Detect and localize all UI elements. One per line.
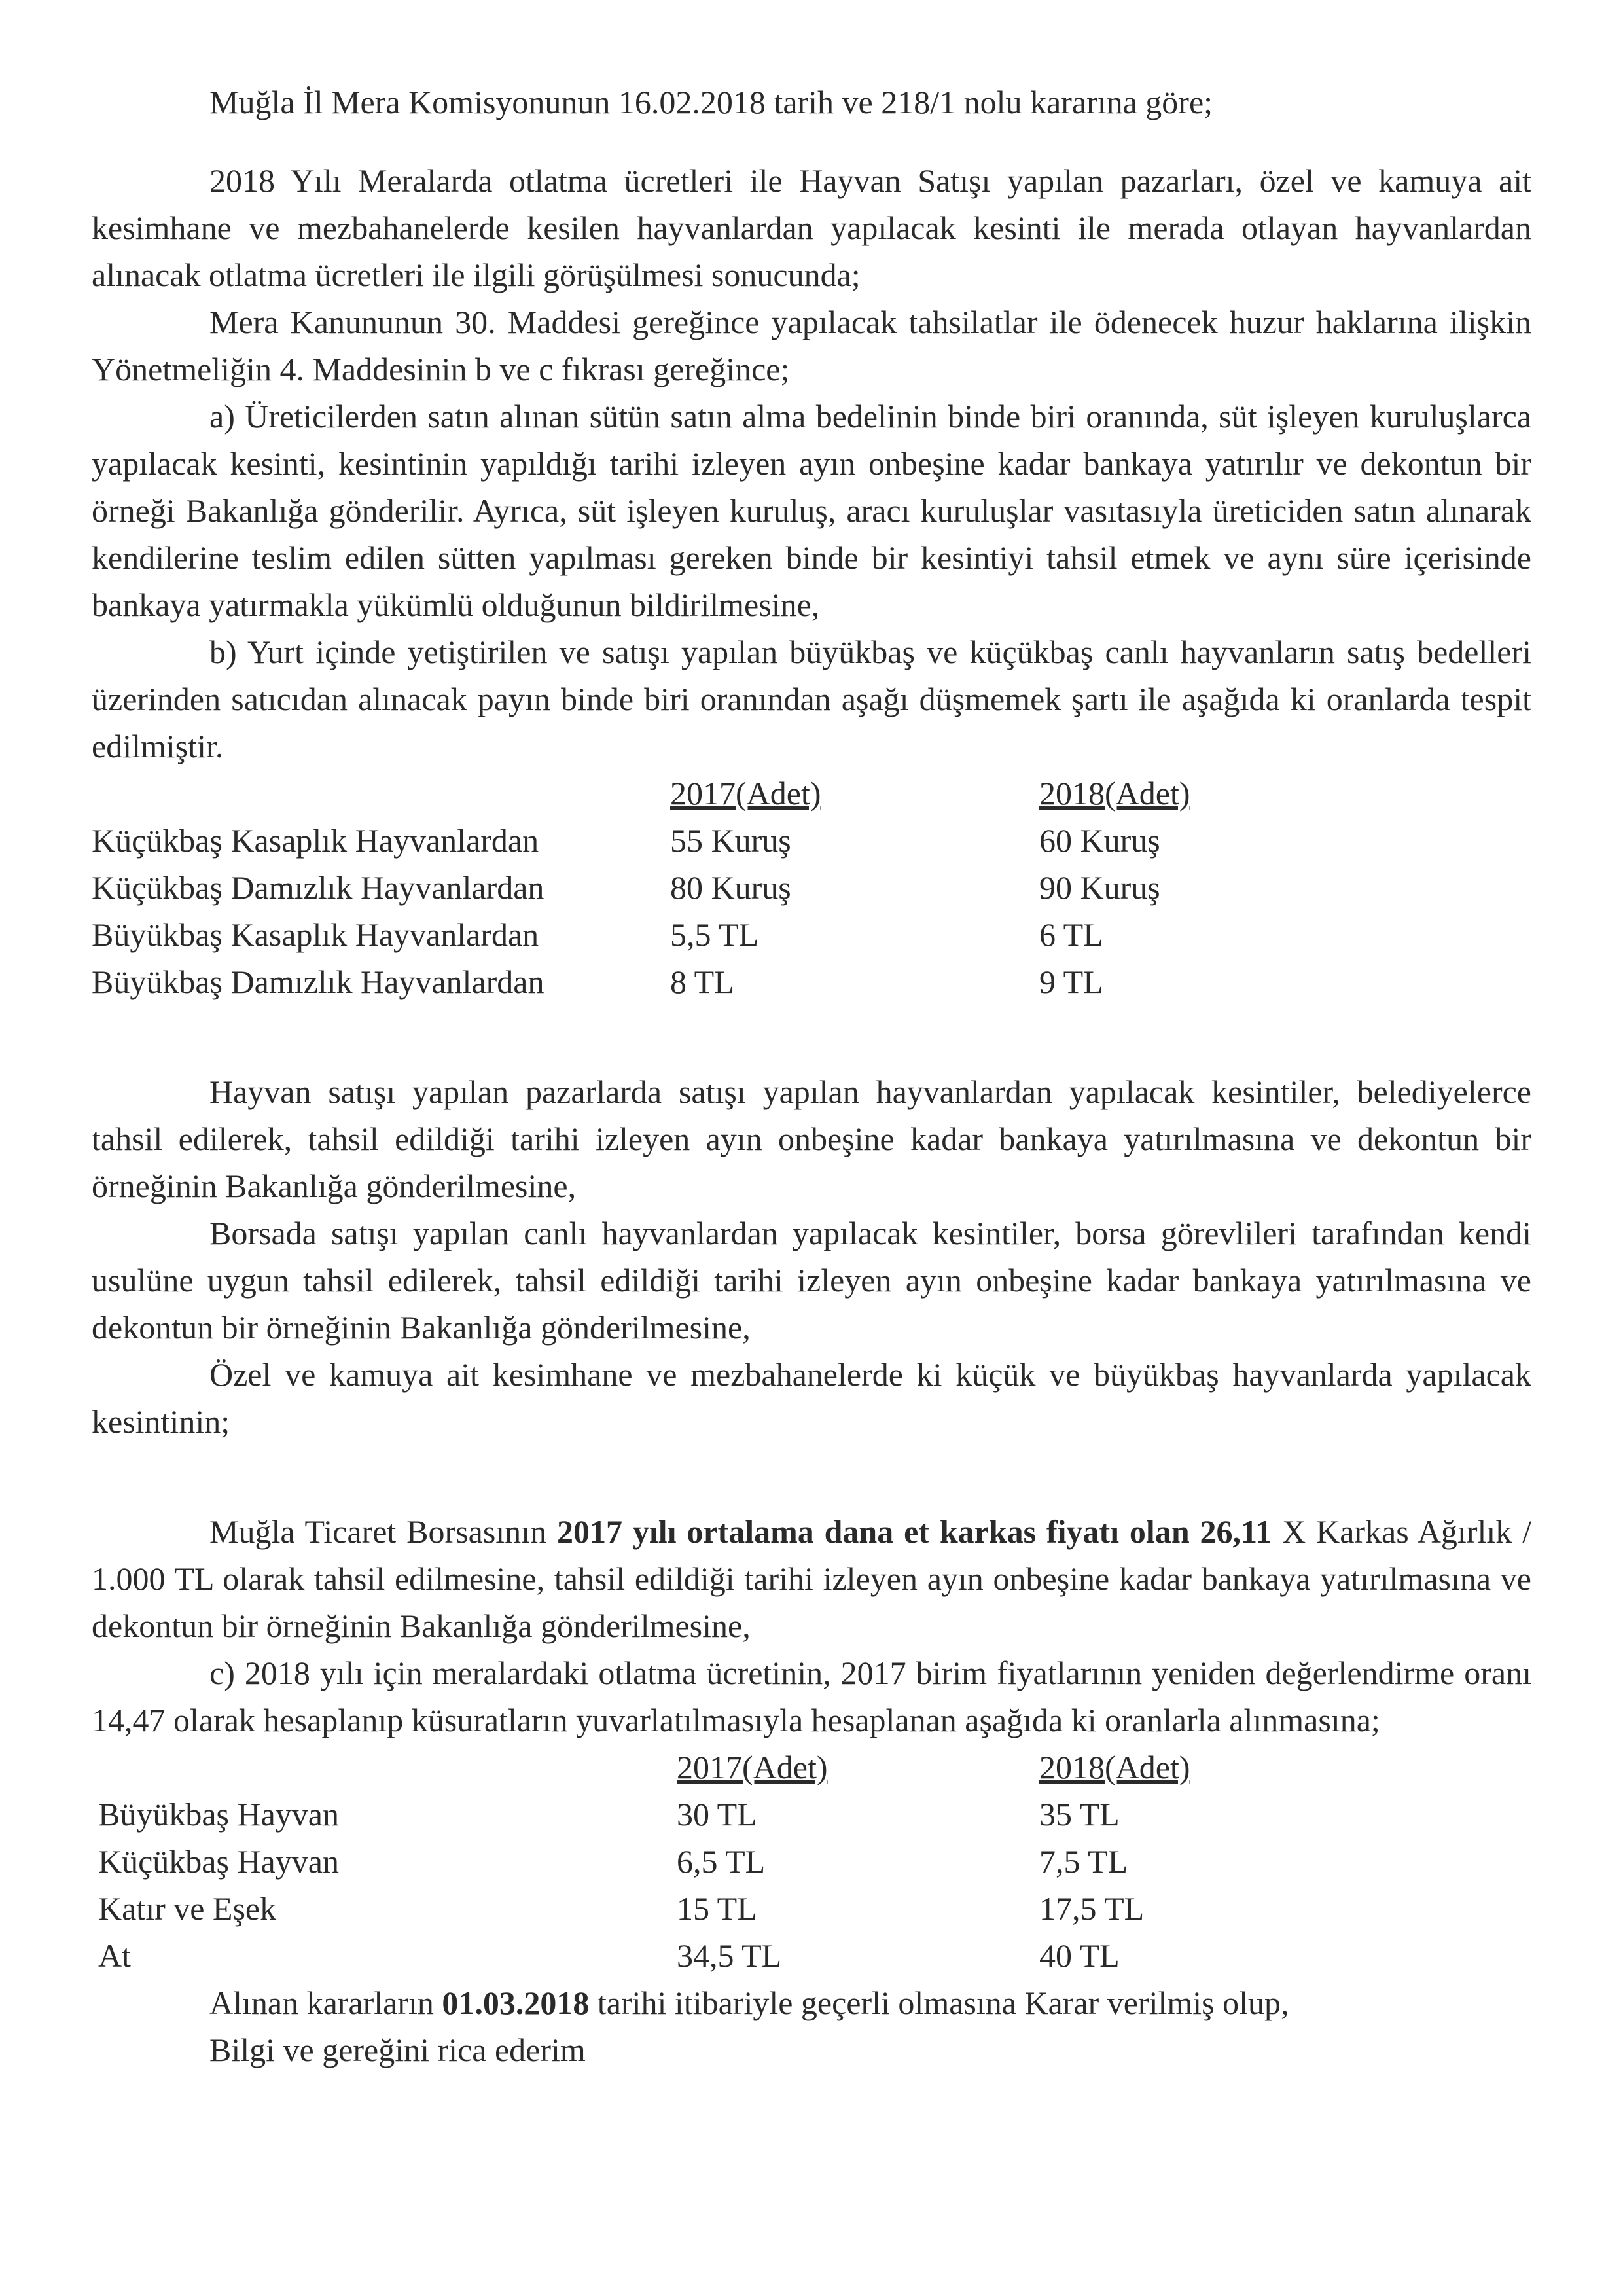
table-cell: 15 TL bbox=[677, 1890, 757, 1927]
closing-decision-line bbox=[209, 1979, 1531, 2026]
paragraph-livestock-sales: b) Yurt içinde yetiştirilen ve satışı yapılan büyükbaş ve küçükbaş canlı hayvanların satış bedelleri üzerinden satıcıdan alınacak payın binde biri oranından aşağı düşmemek şartı ile aşağıda ki oranlarda tespit edilmiştir. bbox=[92, 634, 1531, 764]
table-cell: 34,5 TL bbox=[677, 1937, 782, 1974]
grazing-fee-table bbox=[92, 1744, 1190, 1979]
table-cell: Küçükbaş Hayvan bbox=[98, 1843, 339, 1880]
table-header-row bbox=[92, 770, 1190, 817]
table-row bbox=[92, 1791, 1190, 1838]
table-row bbox=[92, 864, 1190, 911]
paragraph-exchange-deduction: Borsada satışı yapılan canlı hayvanlardan yapılacak kesintiler, borsa görevlileri tarafından kendi usulüne uygun tahsil edilerek, tahsil edildiği tarihi izleyen ayın onbeşine kadar bankaya yatırılmasına ve dekontun bir örneğinin Bakanlığa gönderilmesine, bbox=[92, 1215, 1531, 1346]
table-header-cell: 2018(Adet) bbox=[1039, 1749, 1190, 1785]
paragraph-market-deduction: Hayvan satışı yapılan pazarlarda satışı yapılan hayvanlardan yapılacak kesintiler, belediyelerce tahsil edilerek, tahsil edildiği tarihi izleyen ayın onbeşine kadar bankaya yatırılmasına ve dekontun bir örneğinin Bakanlığa gönderilmesine, bbox=[92, 1073, 1531, 1204]
table-row bbox=[92, 958, 1190, 1005]
carcass-price-bold: 2017 yılı ortalama dana et karkas fiyatı olan 26,11 bbox=[556, 1513, 1272, 1550]
table-cell: 80 Kuruş bbox=[670, 869, 791, 906]
table-row bbox=[92, 1838, 1190, 1885]
paragraph-slaughterhouse: Özel ve kamuya ait kesimhane ve mezbahanelerde ki küçük ve büyükbaş hayvanlarda yapılacak kesintinin; bbox=[92, 1356, 1531, 1440]
table-cell: Küçükbaş Kasaplık Hayvanlardan bbox=[92, 822, 539, 859]
closing-request-line: Bilgi ve gereğini rica ederim bbox=[209, 2032, 586, 2068]
table-header-cell: 2018(Adet) bbox=[1039, 775, 1190, 812]
table-cell: Katır ve Eşek bbox=[98, 1890, 277, 1927]
table-cell: 35 TL bbox=[1039, 1796, 1120, 1833]
table-cell: 7,5 TL bbox=[1039, 1843, 1128, 1880]
table-cell: 6,5 TL bbox=[677, 1843, 766, 1880]
table-row bbox=[92, 1932, 1190, 1979]
table-cell: Büyükbaş Kasaplık Hayvanlardan bbox=[92, 916, 539, 953]
paragraph-law-reference: Mera Kanununun 30. Maddesi gereğince yapılacak tahsilatlar ile ödenecek huzur haklarına ilişkin Yönetmeliğin 4. Maddesinin b ve c fıkrası gereğince; bbox=[92, 304, 1531, 387]
table-header-row bbox=[92, 1744, 1190, 1791]
table-cell: 5,5 TL bbox=[670, 916, 759, 953]
paragraph-meeting: 2018 Yılı Meralarda otlatma ücretleri ile Hayvan Satışı yapılan pazarları, özel ve kamuya ait kesimhane ve mezbahanelerde kesilen hayvanlardan yapılacak kesinti ile merada otlayan hayvanlardan alınacak otlatma ücretleri ile ilgili görüşülmesi sonucunda; bbox=[92, 162, 1531, 293]
table-row bbox=[92, 1885, 1190, 1932]
table-cell: Büyükbaş Damızlık Hayvanlardan bbox=[92, 963, 544, 1000]
paragraph-milk-deduction: a) Üreticilerden satın alınan sütün satın alma bedelinin binde biri oranında, süt işleyen kuruluşlarca yapılacak kesinti, kesintinin yapıldığı tarihi izleyen ayın onbeşine kadar bankaya yatırılır ve dekontun bir örneği Bakanlığa gönderilir. Ayrıca, süt işleyen kuruluş, aracı kuruluşlar vasıtasıyla üreticiden satın alınarak kendilerine teslim edilen sütten yapılması gereken binde bir kesintiyi tahsil etmek ve aynı süre içerisinde bankaya yatırmakla yükümlü olduğunun bildirilmesine, bbox=[92, 398, 1531, 623]
table-cell: 55 Kuruş bbox=[670, 822, 791, 859]
paragraph-carcass-price bbox=[92, 1508, 1531, 1649]
table-cell: At bbox=[98, 1937, 131, 1974]
intro-line: Muğla İl Mera Komisyonunun 16.02.2018 tarih ve 218/1 nolu kararına göre; bbox=[209, 84, 1213, 120]
table-row bbox=[92, 817, 1190, 864]
sales-deduction-table bbox=[92, 770, 1190, 1005]
effective-date-bold: 01.03.2018 bbox=[442, 1984, 590, 2021]
table-cell: 6 TL bbox=[1039, 916, 1103, 953]
table-cell: Büyükbaş Hayvan bbox=[98, 1796, 339, 1833]
table-cell: 60 Kuruş bbox=[1039, 822, 1160, 859]
table-cell: 40 TL bbox=[1039, 1937, 1120, 1974]
table-header-cell bbox=[92, 770, 670, 817]
table-row bbox=[92, 911, 1190, 958]
table-header-cell bbox=[92, 1744, 677, 1791]
carcass-text-end: X Karkas Ağırlık / 1.000 TL olarak tahsil edilmesine, tahsil edildiği tarihi izleyen ayın onbeşine kadar bankaya yatırılmasına ve dekontun bir örneğinin Bakanlığa gönderilmesine, bbox=[92, 1513, 1532, 1644]
closing-text-start: Alınan kararların bbox=[209, 1984, 442, 2021]
table-cell: 30 TL bbox=[677, 1796, 757, 1833]
table-cell: 90 Kuruş bbox=[1039, 869, 1160, 906]
document-page bbox=[92, 65, 1531, 2073]
table-header-cell: 2017(Adet) bbox=[677, 1749, 828, 1785]
table-header-cell: 2017(Adet) bbox=[670, 775, 821, 812]
table-cell: 17,5 TL bbox=[1039, 1890, 1145, 1927]
table-cell: 9 TL bbox=[1039, 963, 1103, 1000]
table-cell: Küçükbaş Damızlık Hayvanlardan bbox=[92, 869, 544, 906]
closing-text-end: tarihi itibariyle geçerli olmasına Karar verilmiş olup, bbox=[589, 1984, 1289, 2021]
carcass-text-start: Muğla Ticaret Borsasının bbox=[209, 1513, 557, 1550]
table-cell: 8 TL bbox=[670, 963, 734, 1000]
paragraph-grazing-fee: c) 2018 yılı için meralardaki otlatma ücretinin, 2017 birim fiyatlarının yeniden değerlendirme oranı 14,47 olarak hesaplanıp küsuratların yuvarlatılmasıyla hesaplanan aşağıda ki oranlarla alınmasına; bbox=[92, 1655, 1531, 1738]
